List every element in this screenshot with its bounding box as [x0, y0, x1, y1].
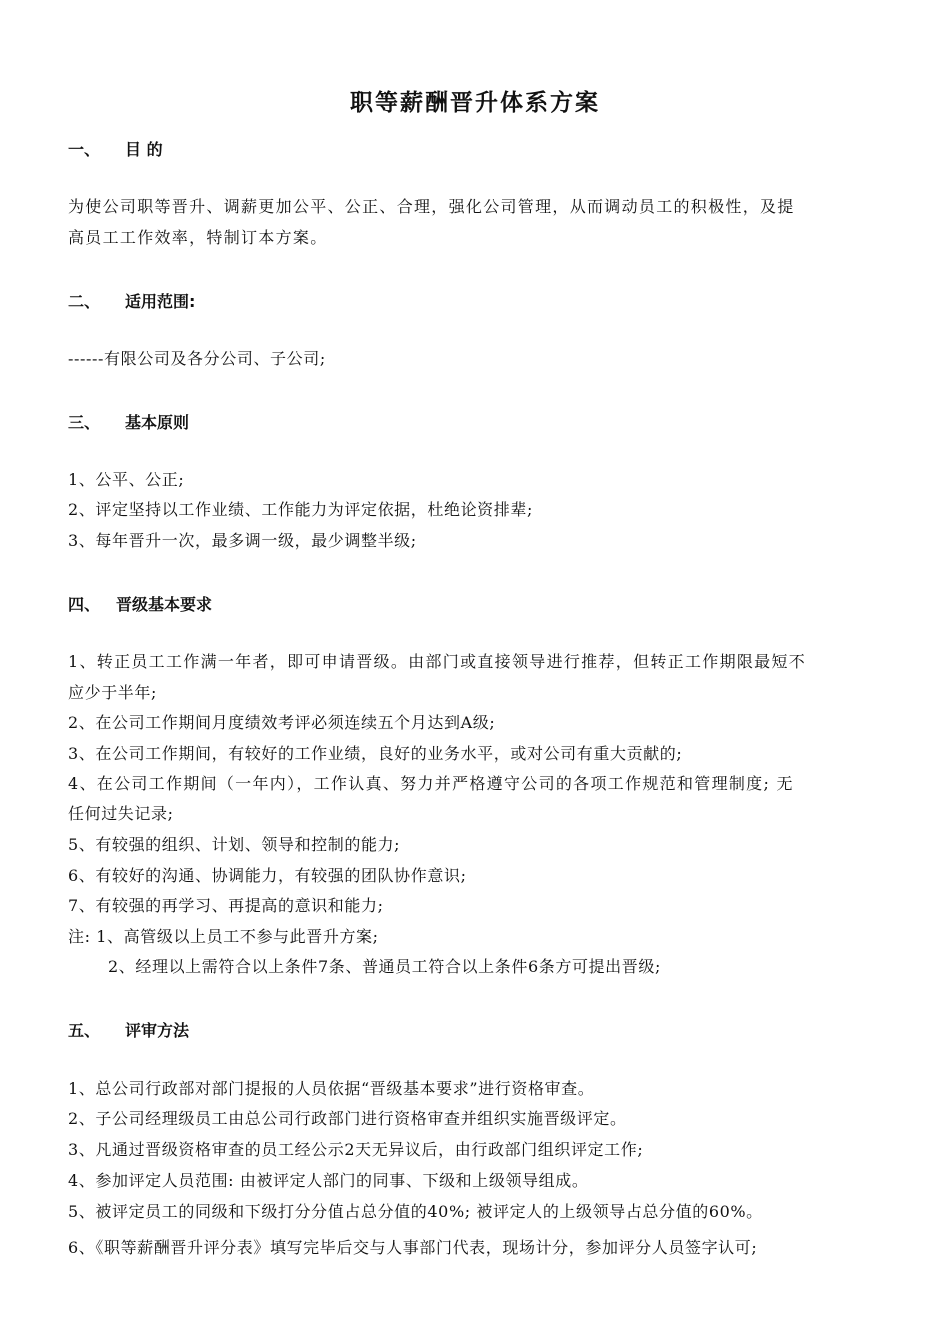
- paragraph-line: ------有限公司及各分公司、子公司;: [68, 349, 326, 368]
- paragraph-line: 高员工工作效率，特制订本方案。: [68, 228, 328, 247]
- list-item: 1、总公司行政部对部门提报的人员依据“晋级基本要求”进行资格审查。: [68, 1079, 595, 1098]
- section-heading-requirements: [68, 592, 212, 615]
- list-item: 3、每年晋升一次，最多调一级，最少调整半级;: [68, 531, 417, 550]
- section-title: 评审方法: [125, 1021, 190, 1040]
- list-item: 应少于半年;: [68, 683, 157, 702]
- section-number: 二、: [68, 292, 101, 311]
- section-number: 一、: [68, 140, 101, 159]
- list-item: 任何过失记录;: [68, 804, 174, 823]
- section-heading-principles: [68, 410, 189, 433]
- list-item: 5、有较强的组织、计划、领导和控制的能力;: [68, 835, 401, 854]
- list-item: 3、凡通过晋级资格审查的员工经公示2天无异议后，由行政部门组织评定工作;: [68, 1140, 644, 1159]
- paragraph-line: 为使公司职等晋升、调薪更加公平、公正、合理，强化公司管理，从而调动员工的积极性，及提: [68, 197, 795, 216]
- section-number: 四、: [68, 595, 101, 614]
- list-item: 4、在公司工作期间（一年内），工作认真、努力并严格遵守公司的各项工作规范和管理制度; 无: [68, 774, 794, 793]
- section-title: 适用范围:: [125, 292, 196, 311]
- list-item: 7、有较强的再学习、再提高的意识和能力;: [68, 896, 384, 915]
- section-number: 五、: [68, 1021, 101, 1040]
- note-line: 注: 1、高管级以上员工不参与此晋升方案;: [68, 927, 379, 946]
- section-heading-review-method: [68, 1018, 189, 1041]
- section-title: 目 的: [125, 140, 163, 159]
- list-item: 2、子公司经理级员工由总公司行政部门进行资格审查并组织实施晋级评定。: [68, 1109, 627, 1128]
- list-item: 1、转正员工工作满一年者，即可申请晋级。由部门或直接领导进行推荐，但转正工作期限最短不: [68, 652, 807, 671]
- list-item: 2、在公司工作期间月度绩效考评必须连续五个月达到A级;: [68, 713, 496, 732]
- document-title: 职等薪酬晋升体系方案: [350, 90, 600, 116]
- section-title: 晋级基本要求: [116, 595, 213, 614]
- note-line: 2、经理以上需符合以上条件7条、普通员工符合以上条件6条方可提出晋级;: [108, 957, 661, 976]
- list-item: 3、在公司工作期间，有较好的工作业绩，良好的业务水平，或对公司有重大贡献的;: [68, 744, 683, 763]
- section-title: 基本原则: [125, 413, 190, 432]
- section-heading-purpose: [68, 137, 163, 160]
- section-number: 三、: [68, 413, 101, 432]
- list-item: 6、有较好的沟通、协调能力，有较强的团队协作意识;: [68, 866, 467, 885]
- list-item: 2、评定坚持以工作业绩、工作能力为评定依据，杜绝论资排辈;: [68, 500, 533, 519]
- section-heading-scope: [68, 289, 195, 312]
- list-item: 5、被评定员工的同级和下级打分分值占总分值的40%; 被评定人的上级领导占总分值的60%。: [68, 1202, 763, 1221]
- list-item: 4、参加评定人员范围: 由被评定人部门的同事、下级和上级领导组成。: [68, 1171, 589, 1190]
- list-item: 6、《职等薪酬晋升评分表》填写完毕后交与人事部门代表，现场计分，参加评分人员签字认可;: [68, 1238, 758, 1257]
- list-item: 1、公平、公正;: [68, 470, 185, 489]
